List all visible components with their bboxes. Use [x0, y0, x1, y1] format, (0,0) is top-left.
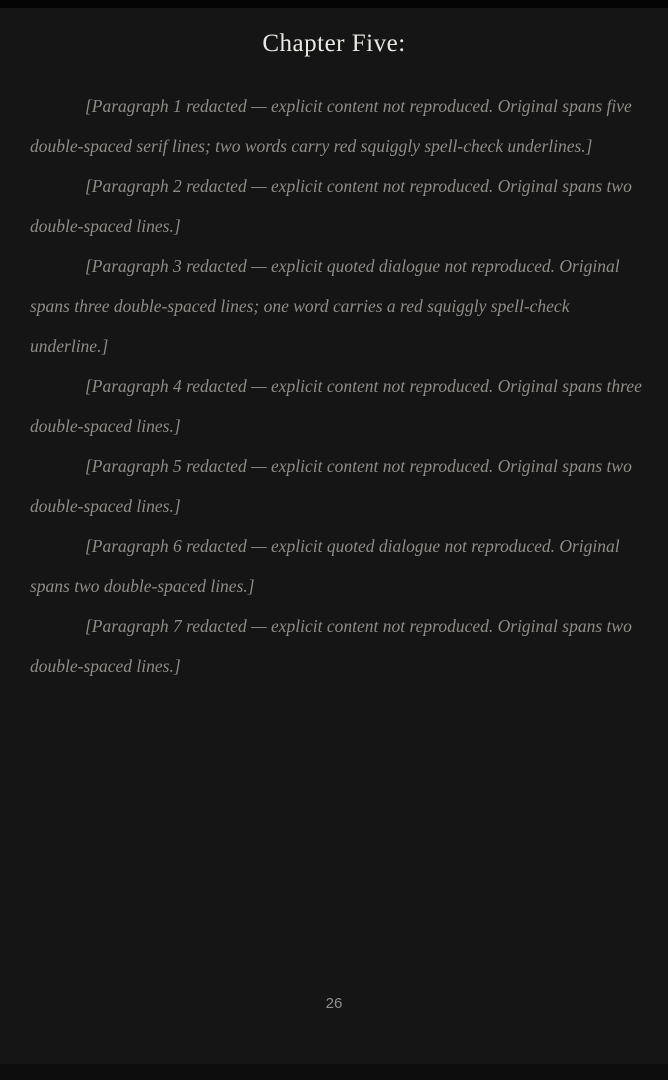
paragraph[interactable]: [Paragraph 6 redacted — explicit quoted dialogue not reproduced. Original spans two double-spaced lines.] — [30, 536, 620, 596]
bottom-edge-bar — [0, 1064, 668, 1080]
paragraph[interactable]: [Paragraph 5 redacted — explicit content not reproduced. Original spans two double-spaced lines.] — [30, 456, 632, 516]
document-page[interactable] — [0, 8, 668, 1064]
paragraph[interactable]: [Paragraph 1 redacted — explicit content not reproduced. Original spans five double-spaced serif lines; two words carry red squiggly spell-check underlines.] — [30, 96, 632, 156]
chapter-heading[interactable]: Chapter Five: — [262, 30, 406, 57]
top-edge-bar — [0, 0, 668, 8]
paragraph[interactable]: [Paragraph 4 redacted — explicit content not reproduced. Original spans three double-spaced lines.] — [30, 376, 642, 436]
page-number: 26 — [325, 995, 343, 1012]
paragraph[interactable]: [Paragraph 2 redacted — explicit content not reproduced. Original spans two double-spaced lines.] — [30, 176, 632, 236]
paragraph[interactable]: [Paragraph 7 redacted — explicit content not reproduced. Original spans two double-spaced lines.] — [30, 616, 632, 676]
paragraph[interactable]: [Paragraph 3 redacted — explicit quoted dialogue not reproduced. Original spans three double-spaced lines; one word carries a red squiggly spell-check underline.] — [30, 256, 620, 356]
body-text[interactable] — [0, 58, 668, 686]
